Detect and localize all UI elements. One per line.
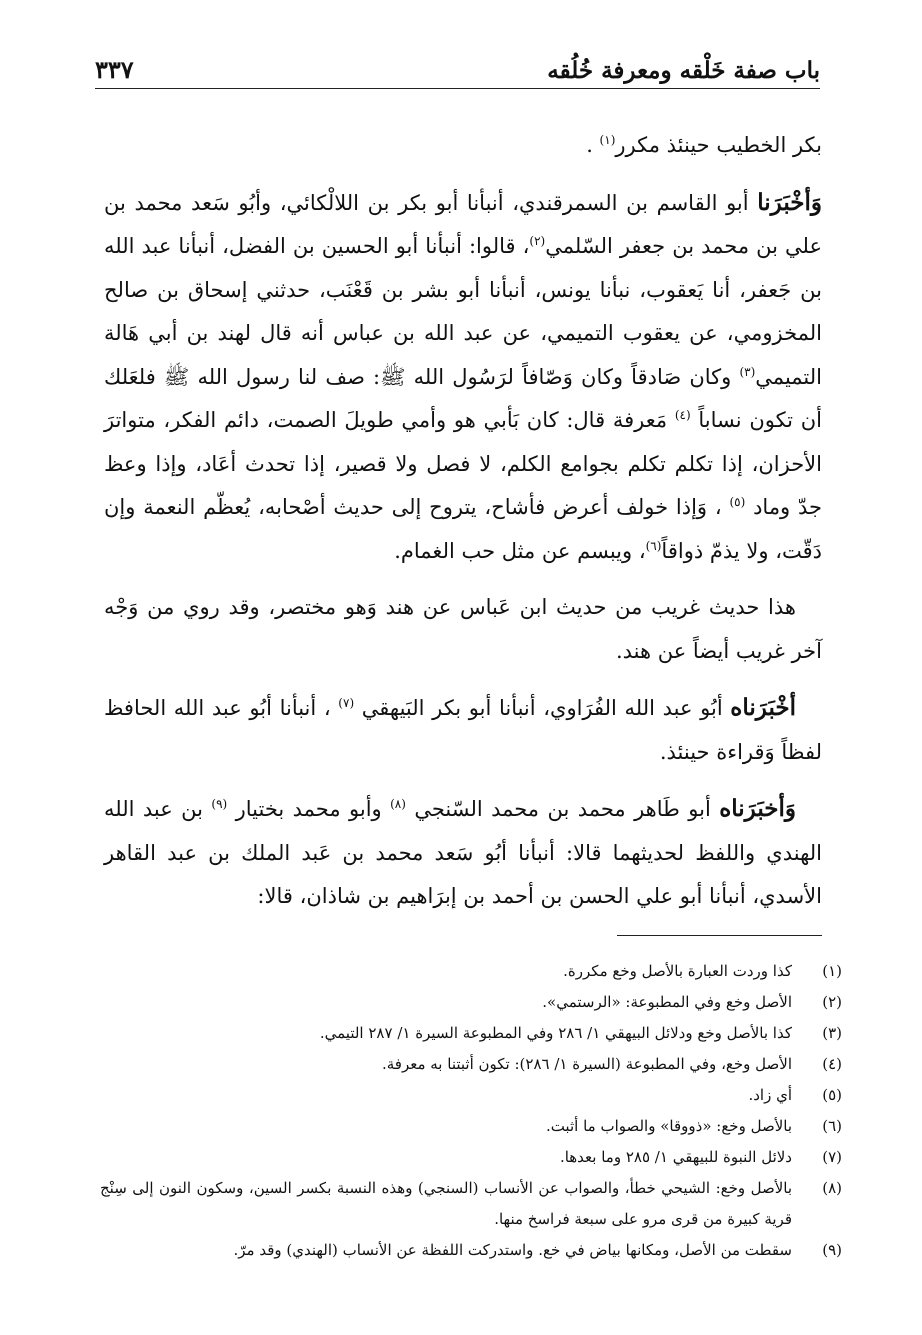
- paragraph: [104, 124, 822, 168]
- main-text: [104, 124, 822, 919]
- text-run: وأبو محمد بختيار: [227, 797, 391, 821]
- footnote-text: سقطت من الأصل، ومكانها بياض في خع. واستدركت اللفظة عن الأنساب (الهندي) وقد مرّ.: [233, 1241, 792, 1259]
- text-run: ، ويبسم عن مثل حب الغمام.: [394, 538, 646, 563]
- footnote-item: [100, 1142, 842, 1173]
- paragraph-lead-word: وَأخبَرَناه: [719, 795, 796, 822]
- footnote-item: [100, 956, 842, 987]
- paragraph: [104, 787, 822, 919]
- footnote-ref: (٩): [211, 797, 228, 811]
- footnote-ref: (٣): [739, 364, 756, 379]
- text-run: ، وَإذا خولف أعرض فأشاح، يتروح إلى حديث أصْحابه، يُعظّم النعمة وإن دَقّت، ولا يذمّ ذواقاً: [104, 495, 822, 563]
- text-run: مَعرفة قال: كان بَأبي هو وأمي طويلَ الصمت، دائم الفكر، متواترَ الأحزان، إذا تكلم تكلم بجوامع الكلم، لا فصل ولا قصير، إذا تحدث أعَاد، وإذا وعظ جدّ وماد: [104, 408, 823, 519]
- footnotes: [100, 956, 842, 1266]
- footnote-number: (٨): [822, 1179, 842, 1197]
- footnote-item: [100, 1173, 842, 1235]
- footnote-text: الأصل وخع، وفي المطبوعة (السيرة ١/ ٢٨٦): تكون أثبتنا به معرفة.: [381, 1055, 792, 1073]
- paragraph: [104, 181, 822, 574]
- text-run: أبُو عبد الله الفُرَاوي، أنبأنا أبو بكر البَيهقي: [354, 696, 731, 720]
- text-run: بن عبد الله الهندي واللفظ لحديثهما قالا: أنبأنا أبُو سَعد محمد بن عَبد الملك بن عبد القاهر الأسدي، أنبأنا أبو علي الحسن بن أحمد بن إبرَاهيم بن شاذان، قالا:: [104, 797, 822, 908]
- footnote-item: [100, 1080, 842, 1111]
- footnote-ref: (٤): [674, 408, 691, 422]
- footnote-text: دلائل النبوة للبيهقي ١/ ٢٨٥ وما بعدها.: [559, 1148, 792, 1166]
- footnote-ref: (٨): [390, 797, 406, 811]
- paragraph-lead-word: وَأخْبَرَنا: [757, 188, 822, 216]
- footnote-item: [100, 1049, 842, 1080]
- page-number: ٣٣٧: [95, 55, 134, 84]
- footnote-number: (٧): [822, 1148, 842, 1166]
- footnote-text: الأصل وخع وفي المطبوعة: «الرستمي».: [542, 993, 792, 1011]
- footnote-ref: (٦): [645, 538, 662, 553]
- footnote-ref: (٥): [729, 495, 746, 509]
- footnote-number: (٥): [822, 1086, 842, 1104]
- footnote-text: بالأصل وخع: «ذووقا» والصواب ما أثبت.: [545, 1117, 792, 1135]
- text-run: أبو القاسم بن السمرقندي، أنبأنا أبو بكر بن اللالْكائي، وأبُو سَعد محمد بن علي بن محمد بن جعفر السّلمي: [104, 190, 822, 258]
- footnote-text: كذا بالأصل وخع ودلائل البيهقي ١/ ٢٨٦ وفي المطبوعة السيرة ١/ ٢٨٧ التيمي.: [319, 1024, 792, 1042]
- footnote-ref: (٢): [529, 234, 546, 248]
- footnote-number: (٩): [822, 1241, 842, 1259]
- text-run: ، قالوا: أنبأنا أبو الحسين بن الفضل، أنبأنا عبد الله بن جَعفر، أنا يَعقوب، نبأنا يونس، أنبأنا أبو بشر بن قَعْنَب، حدثني إسحاق بن صالح المخزومي، عن يعقوب التميمي، عن عبد الله بن عباس أنه قال لهند بن أبي هَالة التميمي: [104, 234, 822, 389]
- running-title: باب صفة خَلْقه ومعرفة خُلُقه: [547, 57, 820, 84]
- footnote-item: [100, 1235, 842, 1266]
- text-run: وكان صَادقاً وكان وَصّافاً لرَسُول الله ﷺ: صف لنا رسول الله ﷺ فلعَلك أن تكون نساباً: [104, 364, 823, 432]
- footnote-item: [100, 1111, 842, 1142]
- footnote-text: بالأصل وخع: الشيحي خطأ، والصواب عن الأنساب (السنجي) وهذه النسبة بكسر السين، وسكون النون إلى سِنْج قرية كبيرة من قرى مرو على سبعة فراسخ منها.: [100, 1179, 792, 1228]
- paragraph-lead-word: أخْبَرَناه: [730, 694, 796, 721]
- footnote-ref: (١): [599, 133, 616, 147]
- footnote-ref: (٧): [338, 696, 355, 710]
- footnote-item: [100, 1018, 842, 1049]
- text-run: هذا حديث غريب من حديث ابن عَباس عن هند وَهو مختصر، وقد روي من وَجْه آخر غريب أيضاً عن هند.: [104, 595, 822, 663]
- footnote-number: (٢): [822, 993, 842, 1011]
- footnote-item: [100, 987, 842, 1018]
- text-run: أبو طَاهر محمد بن محمد السّنجي: [405, 797, 720, 821]
- footnote-number: (١): [822, 962, 842, 980]
- footnote-number: (٤): [822, 1055, 842, 1073]
- footnote-number: (٣): [822, 1024, 842, 1042]
- page-header: [95, 52, 820, 89]
- text-run: بكر الخطيب حينئذ مكرر: [615, 133, 822, 157]
- footnote-divider: [617, 935, 822, 936]
- text-run: ، أنبأنا أبُو عبد الله الحافظ لفظاً وَقراءة حينئذ.: [104, 696, 822, 764]
- footnote-text: أي زاد.: [748, 1086, 792, 1104]
- paragraph: [104, 686, 822, 774]
- paragraph: [104, 586, 822, 673]
- text-run: .: [586, 133, 600, 157]
- footnote-number: (٦): [822, 1117, 842, 1135]
- footnote-text: كذا وردت العبارة بالأصل وخع مكررة.: [563, 962, 792, 980]
